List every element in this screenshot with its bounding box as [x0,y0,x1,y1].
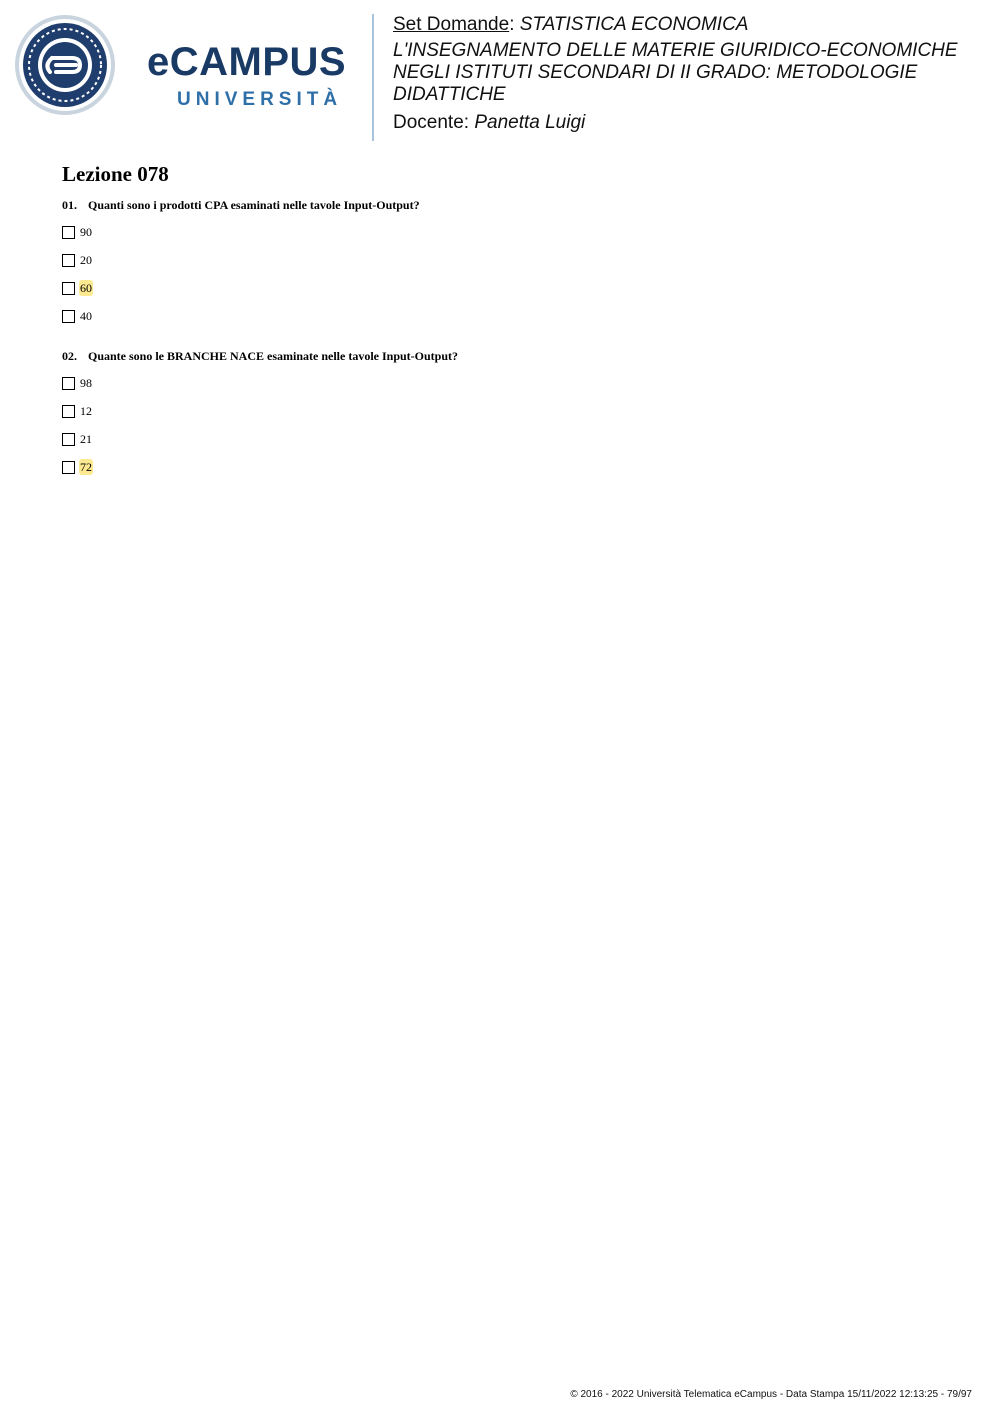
university-seal-icon [14,14,116,116]
answer-text-highlighted: 72 [80,460,92,474]
answer-option[interactable] [62,403,93,419]
answer-option[interactable] [62,308,93,324]
question-number: 02. [62,349,77,363]
checkbox-icon[interactable] [62,377,75,390]
course-title: L'INSEGNAMENTO DELLE MATERIE GIURIDICO-ECONOMICHE NEGLI ISTITUTI SECONDARI DI II GRADO: METODOLOGIE DIDATTICHE [393,40,958,105]
checkbox-icon[interactable] [62,310,75,323]
question-text [62,348,458,364]
header-divider [372,14,374,141]
answer-option[interactable] [62,431,93,447]
subject-name: STATISTICA ECONOMICA [519,14,749,35]
docente-line [393,112,983,134]
checkbox-icon[interactable] [62,282,75,295]
answer-text: 12 [80,404,92,418]
answer-text: 40 [80,309,92,323]
answer-option[interactable] [62,459,93,475]
docente-label: Docente: [393,112,470,133]
answer-text: 20 [80,253,92,267]
checkbox-icon[interactable] [62,461,75,474]
header-info [393,14,983,134]
ecampus-logo [14,14,359,118]
set-domande-separator: : [509,14,515,35]
set-domande-label: Set Domande [393,14,510,35]
lesson-title: Lezione 078 [62,162,169,186]
answer-option[interactable] [62,224,93,240]
logo-subtitle: UNIVERSITÀ [177,89,343,110]
page-footer: © 2016 - 2022 Università Telematica eCampus - Data Stampa 15/11/2022 12:13:25 - 79/97 [570,1389,972,1400]
checkbox-icon[interactable] [62,254,75,267]
checkbox-icon[interactable] [62,226,75,239]
set-domande-line [393,14,983,36]
answer-option[interactable] [62,375,93,391]
question-label: Quanti sono i prodotti CPA esaminati nelle tavole Input-Output? [88,198,420,212]
answer-text-highlighted: 60 [80,281,92,295]
logo-wordmark: eCAMPUS [147,40,347,84]
answer-text: 90 [80,225,92,239]
answer-option[interactable] [62,252,93,268]
question-label: Quante sono le BRANCHE NACE esaminate nelle tavole Input-Output? [88,349,459,363]
checkbox-icon[interactable] [62,433,75,446]
answer-option[interactable] [62,280,93,296]
question-text [62,197,420,213]
answer-text: 21 [80,432,92,446]
question-number: 01. [62,198,77,212]
answer-text: 98 [80,376,92,390]
docente-name: Panetta Luigi [474,112,586,133]
checkbox-icon[interactable] [62,405,75,418]
